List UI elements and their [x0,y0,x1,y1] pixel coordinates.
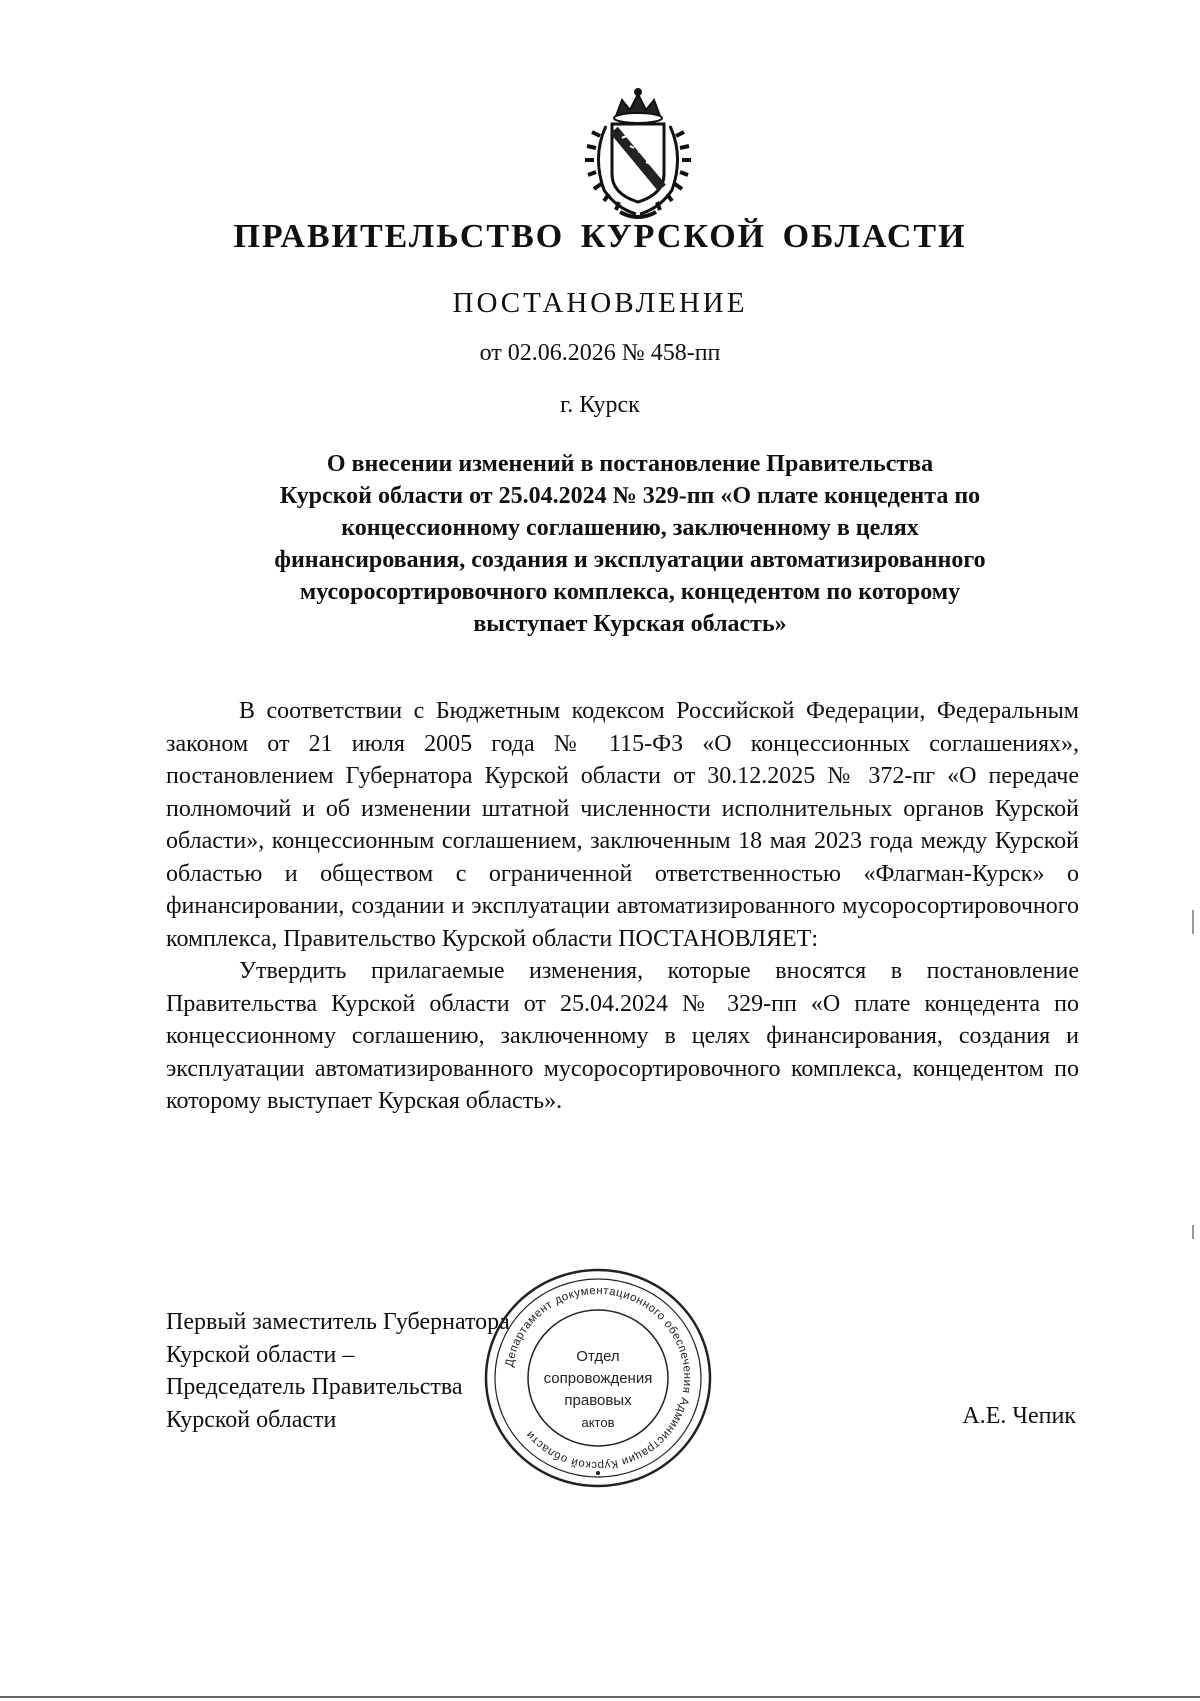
scan-edge-mark [1192,910,1194,934]
stamp-star-mark [596,1471,600,1475]
body-paragraph-resolution: Утвердить прилагаемые изменения, которые вносятся в постановление Правительства Курской области от 25.04.2024 № 329-пп «О плате концедента по концессионному соглашению, заключенному в целях финансирования, создания и эксплуатации автоматизированного мусоросортировочного комплекса, концедентом по которому выступает Курская область». [166,958,1079,1114]
subject-line: мусоросортировочного комплекса, концедентом по которому [299,579,961,605]
body-paragraph-preamble: В соответствии с Бюджетным кодексом Российской Федерации, Федеральным законом от 21 июля 2005 года № 115-ФЗ «О концессионных соглашениях», постановлением Губернатора Курской области от 30.12.2025 № 372-пг «О передаче полномочий и об изменении штатной численности исполнительных органов Курской области», концессионным соглашением, заключенным 18 мая 2023 года между Курской областью и обществом с ограниченной ответственностью «Флагман-Курск» о финансировании, создании и эксплуатации автоматизированного мусоросортировочного комплекса, Правительство Курской области ПОСТАНОВЛЯЕТ: [166,698,1079,952]
signatory-block [166,1306,510,1436]
document-subject [190,448,1070,640]
signatory-position-line: Курской области [166,1406,337,1433]
stamp-ring-text: Департамент документационного обеспечения Администрации Курской области [503,1284,694,1472]
document-city: г. Курск [560,392,640,418]
signatory-name: А.Е. Чепик [962,1403,1076,1429]
stamp-center-line: Отдел [576,1348,620,1365]
official-stamp [477,1263,719,1493]
signatory-position-line: Председатель Правительства [166,1374,463,1400]
subject-line: Курской области от 25.04.2024 № 329-пп «О плате концедента по [279,483,981,509]
subject-line: выступает Курская область» [473,611,787,637]
subject-line: О внесении изменений в постановление Правительства [326,451,934,477]
document-body [166,695,1079,1118]
document-date-number: от 02.06.2026 № 458-пп [479,340,721,366]
coat-of-arms-emblem [576,86,700,226]
subject-line: концессионному соглашению, заключенному в целях [341,515,919,541]
signatory-position-line: Первый заместитель Губернатора [166,1309,510,1335]
stamp-center-line: правовых [564,1392,632,1409]
stamp-center-line: актов [581,1415,615,1430]
government-title: ПРАВИТЕЛЬСТВО КУРСКОЙ ОБЛАСТИ [233,218,967,255]
scan-bottom-edge [0,1696,1200,1698]
signatory-position-line: Курской области – [166,1341,355,1368]
subject-line: финансирования, создания и эксплуатации автоматизированного [274,547,986,573]
scan-edge-mark [1192,1225,1194,1239]
stamp-center-line: сопровождения [543,1370,653,1387]
document-kind: ПОСТАНОВЛЕНИЕ [452,287,748,319]
